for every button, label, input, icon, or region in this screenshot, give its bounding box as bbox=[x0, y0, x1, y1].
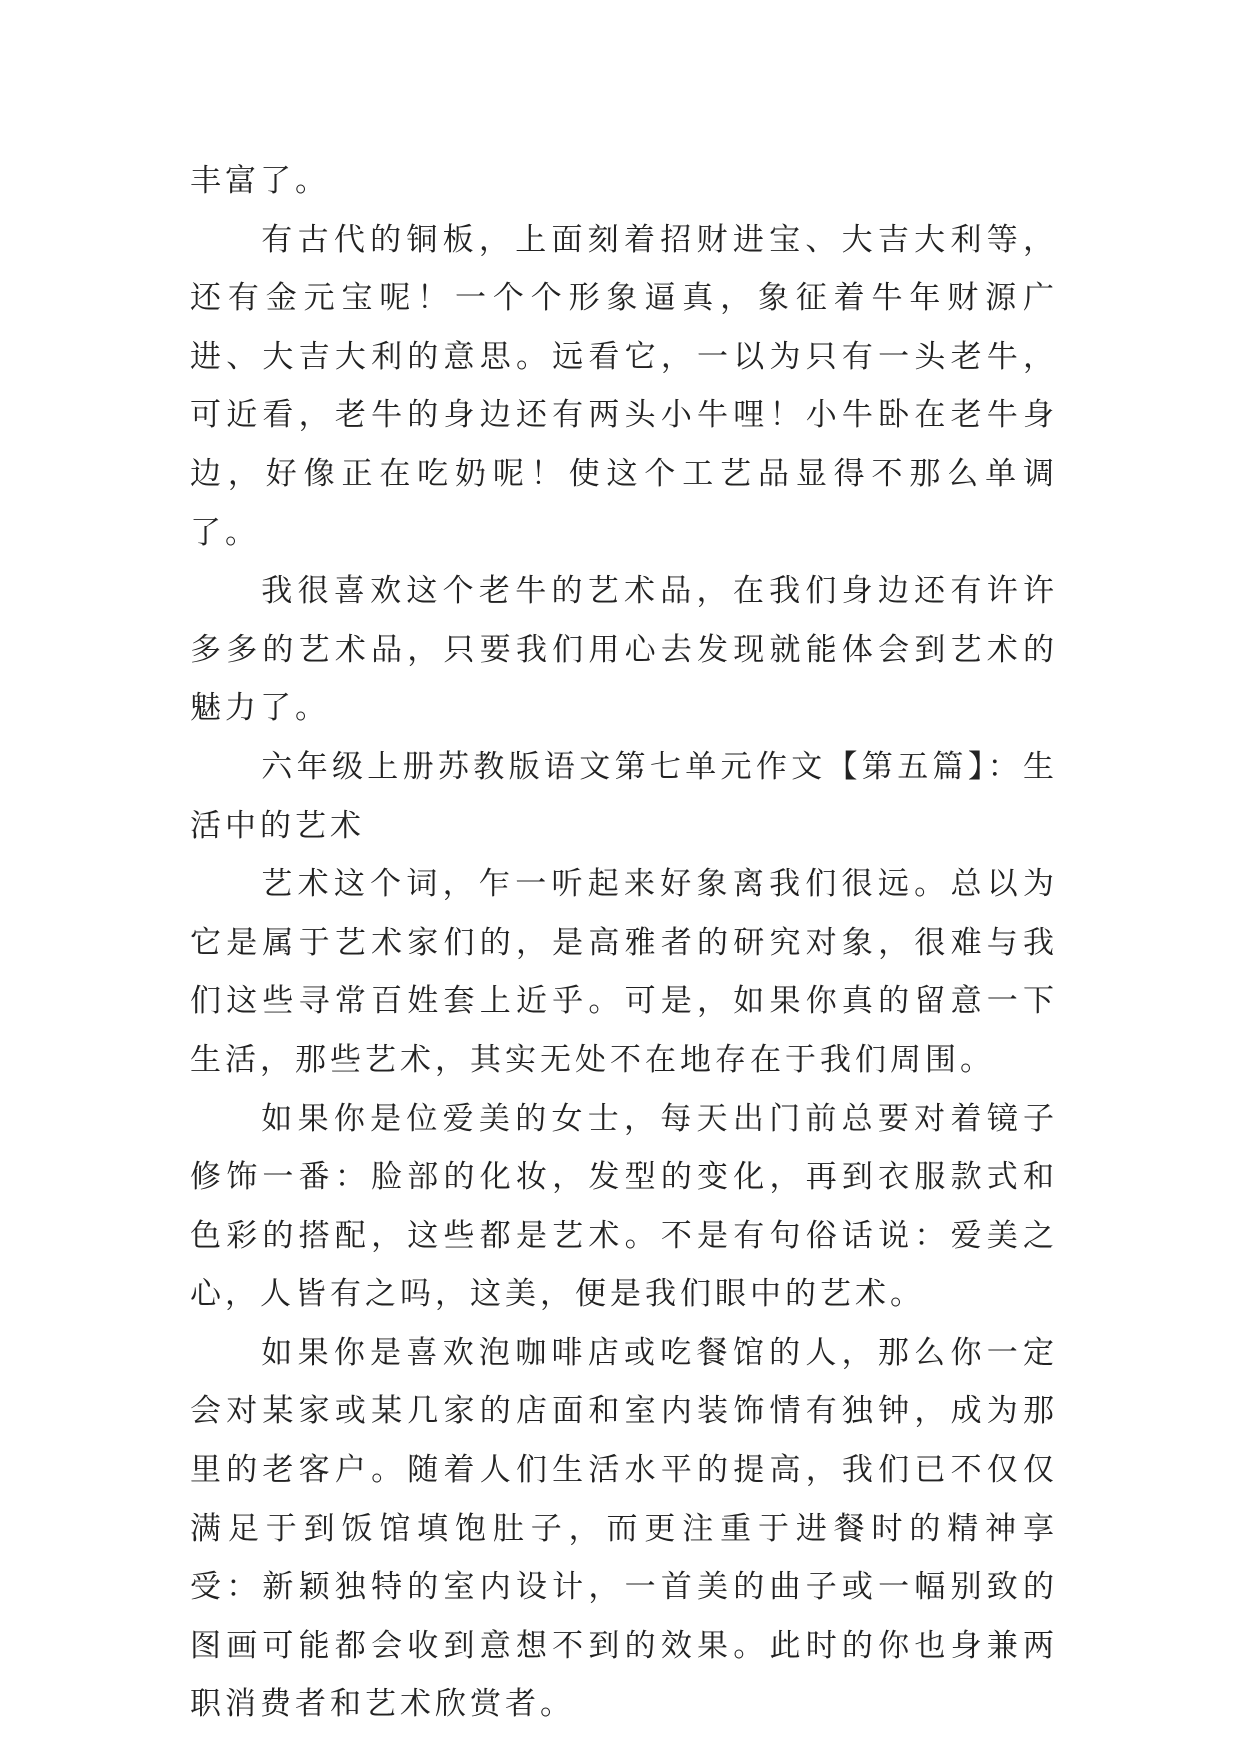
paragraph-artwork-appreciation: 我很喜欢这个老牛的艺术品，在我们身边还有许许多多的艺术品，只要我们用心去发现就能体会到艺术的魅力了。 bbox=[190, 573, 1058, 727]
paragraph-art-intro: 艺术这个词，乍一听起来好象离我们很远。总以为它是属于艺术家们的，是高雅者的研究对象，很难与我们这些寻常百姓套上近乎。可是，如果你真的留意一下生活，那些艺术，其实无处不在地存在于我们周围。 bbox=[190, 866, 1058, 1078]
essay-heading: 六年级上册苏教版语文第七单元作文【第五篇】：生活中的艺术 bbox=[190, 748, 1058, 844]
paragraph-copper-coins: 有古代的铜板，上面刻着招财进宝、大吉大利等，还有金元宝呢！一个个形象逼真，象征着牛年财源广进、大吉大利的意思。远看它，一以为只有一头老牛，可近看，老牛的身边还有两头小牛哩！小牛卧在老牛身边，好像正在吃奶呢！使这个工艺品显得不那么单调了。 bbox=[190, 221, 1058, 551]
paragraph-continuation: 丰富了。 bbox=[190, 163, 330, 199]
document-body bbox=[190, 152, 1058, 1734]
paragraph-beauty-art: 如果你是位爱美的女士，每天出门前总要对着镜子修饰一番：脸部的化妆，发型的变化，再到衣服款式和色彩的搭配，这些都是艺术。不是有句俗话说：爱美之心，人皆有之吗，这美，便是我们眼中的艺术。 bbox=[190, 1100, 1058, 1313]
paragraph-dining-art: 如果你是喜欢泡咖啡店或吃餐馆的人，那么你一定会对某家或某几家的店面和室内装饰情有独钟，成为那里的老客户。随着人们生活水平的提高，我们已不仅仅满足于到饭馆填饱肚子，而更注重于进餐时的精神享受：新颖独特的室内设计，一首美的曲子或一幅别致的图画可能都会收到意想不到的效果。此时的你也身兼两职消费者和艺术欣赏者。 bbox=[190, 1334, 1058, 1723]
